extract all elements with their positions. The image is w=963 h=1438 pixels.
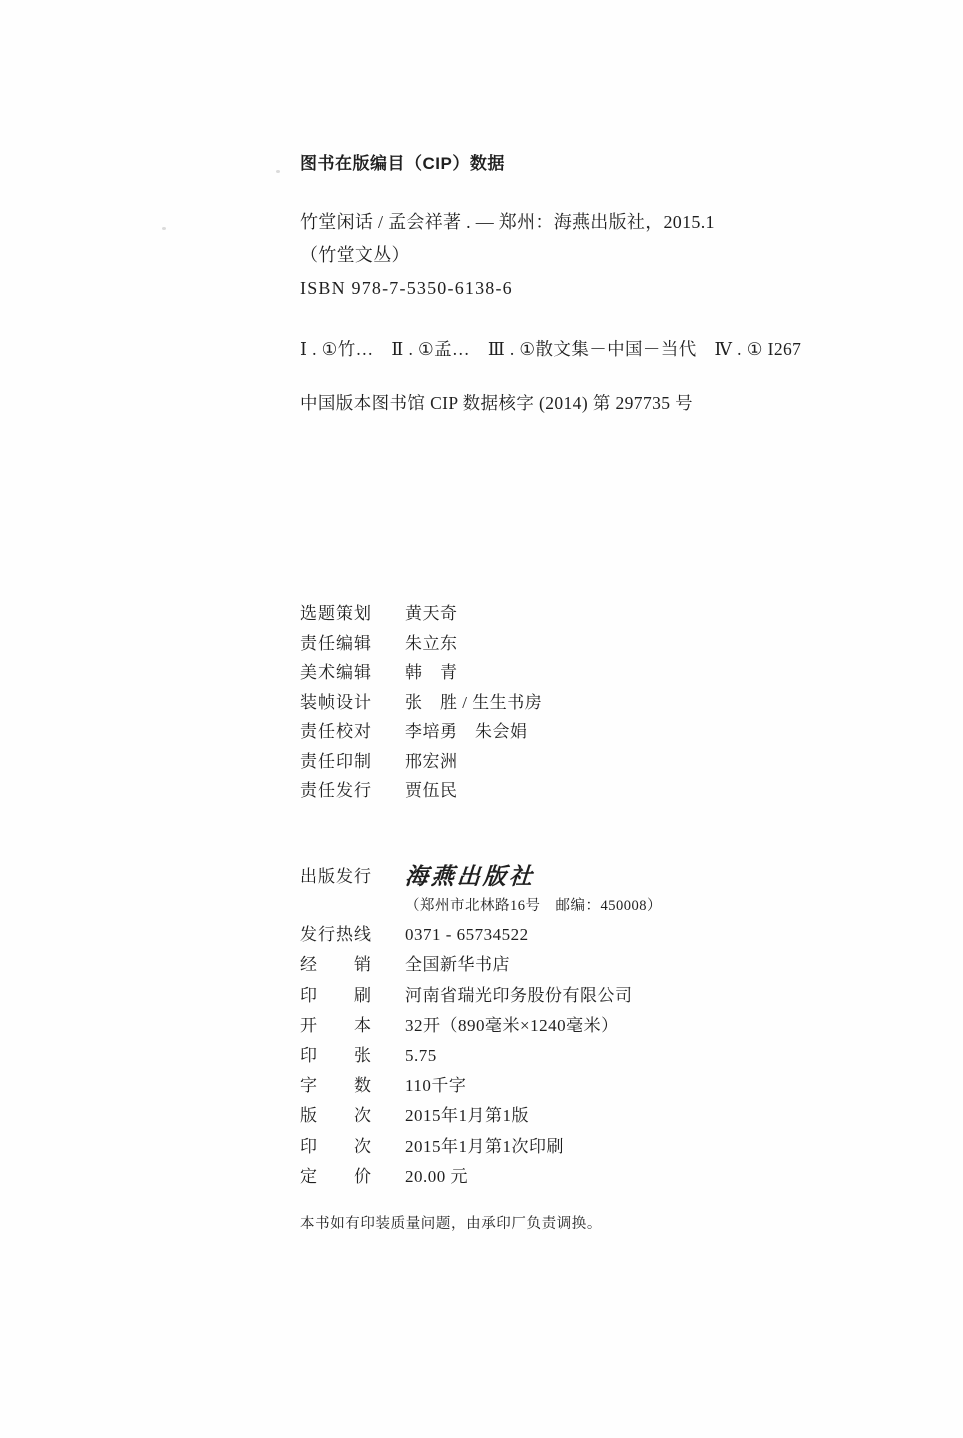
publication-row-label: 发行热线 bbox=[300, 925, 372, 945]
staff-row-label: 责任印制 bbox=[300, 751, 372, 771]
staff-row-label: 装帧设计 bbox=[300, 692, 372, 712]
staff-row bbox=[300, 747, 542, 777]
publication-row-value: 32开（890毫米×1240毫米） bbox=[405, 1015, 619, 1035]
isbn: ISBN 978-7-5350-6138-6 bbox=[300, 278, 513, 298]
publication-row-label: 字 数 bbox=[300, 1076, 372, 1096]
publication-row bbox=[300, 1041, 662, 1071]
publication-row-value: 全国新华书店 bbox=[405, 955, 510, 975]
publication-row bbox=[300, 950, 662, 980]
publication-row-label: 印 次 bbox=[300, 1136, 372, 1156]
publication-row bbox=[300, 1162, 662, 1192]
publication-row-value: 2015年1月第1版 bbox=[405, 1106, 529, 1126]
scan-artifact bbox=[162, 227, 166, 230]
staff-row-value: 张 胜 / 生生书房 bbox=[405, 692, 543, 712]
staff-row bbox=[300, 688, 542, 718]
publication-row-label: 印 刷 bbox=[300, 985, 372, 1005]
classification-line: Ⅰ . ①竹… Ⅱ . ①孟… Ⅲ . ①散文集－中国－当代 Ⅳ . ① I267 bbox=[300, 339, 802, 359]
bibliography-line: 竹堂闲话 / 孟会祥著 . — 郑州：海燕出版社，2015.1 bbox=[300, 212, 715, 232]
staff-row-label: 选题策划 bbox=[300, 604, 372, 623]
cip-record-number: 中国版本图书馆 CIP 数据核字 (2014) 第 297735 号 bbox=[300, 393, 694, 413]
staff-row bbox=[300, 658, 542, 688]
staff-row bbox=[300, 717, 542, 747]
staff-row-value: 李培勇 朱会娟 bbox=[405, 722, 528, 741]
publication-row-value: 20.00 元 bbox=[405, 1166, 468, 1186]
publication-row-label: 经 销 bbox=[300, 955, 372, 975]
publication-row-value: 5.75 bbox=[405, 1046, 437, 1066]
publication-row-label: 定 价 bbox=[300, 1166, 372, 1186]
publisher-name-logotype: 海燕出版社 bbox=[404, 863, 536, 890]
staff-row-label: 责任校对 bbox=[300, 722, 372, 741]
publication-row-value: 0371 - 65734522 bbox=[405, 925, 529, 945]
publication-row-value: 河南省瑞光印务股份有限公司 bbox=[405, 985, 633, 1005]
quality-note: 本书如有印装质量问题，由承印厂负责调换。 bbox=[300, 1216, 602, 1232]
series-line: （竹堂文丛） bbox=[300, 245, 410, 265]
staff-row-value: 黄天奇 bbox=[405, 604, 458, 623]
staff-row-label: 美术编辑 bbox=[300, 663, 372, 682]
staff-row bbox=[300, 776, 542, 806]
publication-row bbox=[300, 920, 662, 950]
staff-row-value: 贾伍民 bbox=[405, 781, 458, 800]
publication-row bbox=[300, 981, 662, 1011]
bibliography-block bbox=[300, 206, 715, 305]
publication-info bbox=[300, 862, 662, 1192]
staff-row-label: 责任发行 bbox=[300, 781, 372, 800]
publication-row-label: 印 张 bbox=[300, 1046, 372, 1066]
publication-row bbox=[300, 1071, 662, 1101]
staff-row-value: 韩 青 bbox=[405, 663, 458, 682]
publisher-row bbox=[300, 862, 662, 892]
staff-row bbox=[300, 629, 542, 659]
publication-row-value: 110千字 bbox=[405, 1076, 467, 1096]
publication-row bbox=[300, 1011, 662, 1041]
staff-row bbox=[300, 599, 542, 629]
staff-credits bbox=[300, 599, 542, 806]
publication-row-label: 版 次 bbox=[300, 1106, 372, 1126]
staff-row-value: 朱立东 bbox=[405, 633, 458, 653]
staff-row-label: 责任编辑 bbox=[300, 633, 372, 653]
publication-row bbox=[300, 1101, 662, 1131]
publication-row-value: 2015年1月第1次印刷 bbox=[405, 1136, 564, 1156]
publication-row-label: 开 本 bbox=[300, 1015, 372, 1035]
scan-artifact bbox=[276, 170, 280, 173]
publisher-address: （郑州市北林路16号 邮编：450008） bbox=[405, 898, 662, 915]
cip-header: 图书在版编目（CIP）数据 bbox=[300, 154, 505, 173]
publication-row bbox=[300, 1132, 662, 1162]
publisher-label: 出版发行 bbox=[300, 867, 372, 886]
staff-row-value: 邢宏洲 bbox=[405, 751, 458, 771]
